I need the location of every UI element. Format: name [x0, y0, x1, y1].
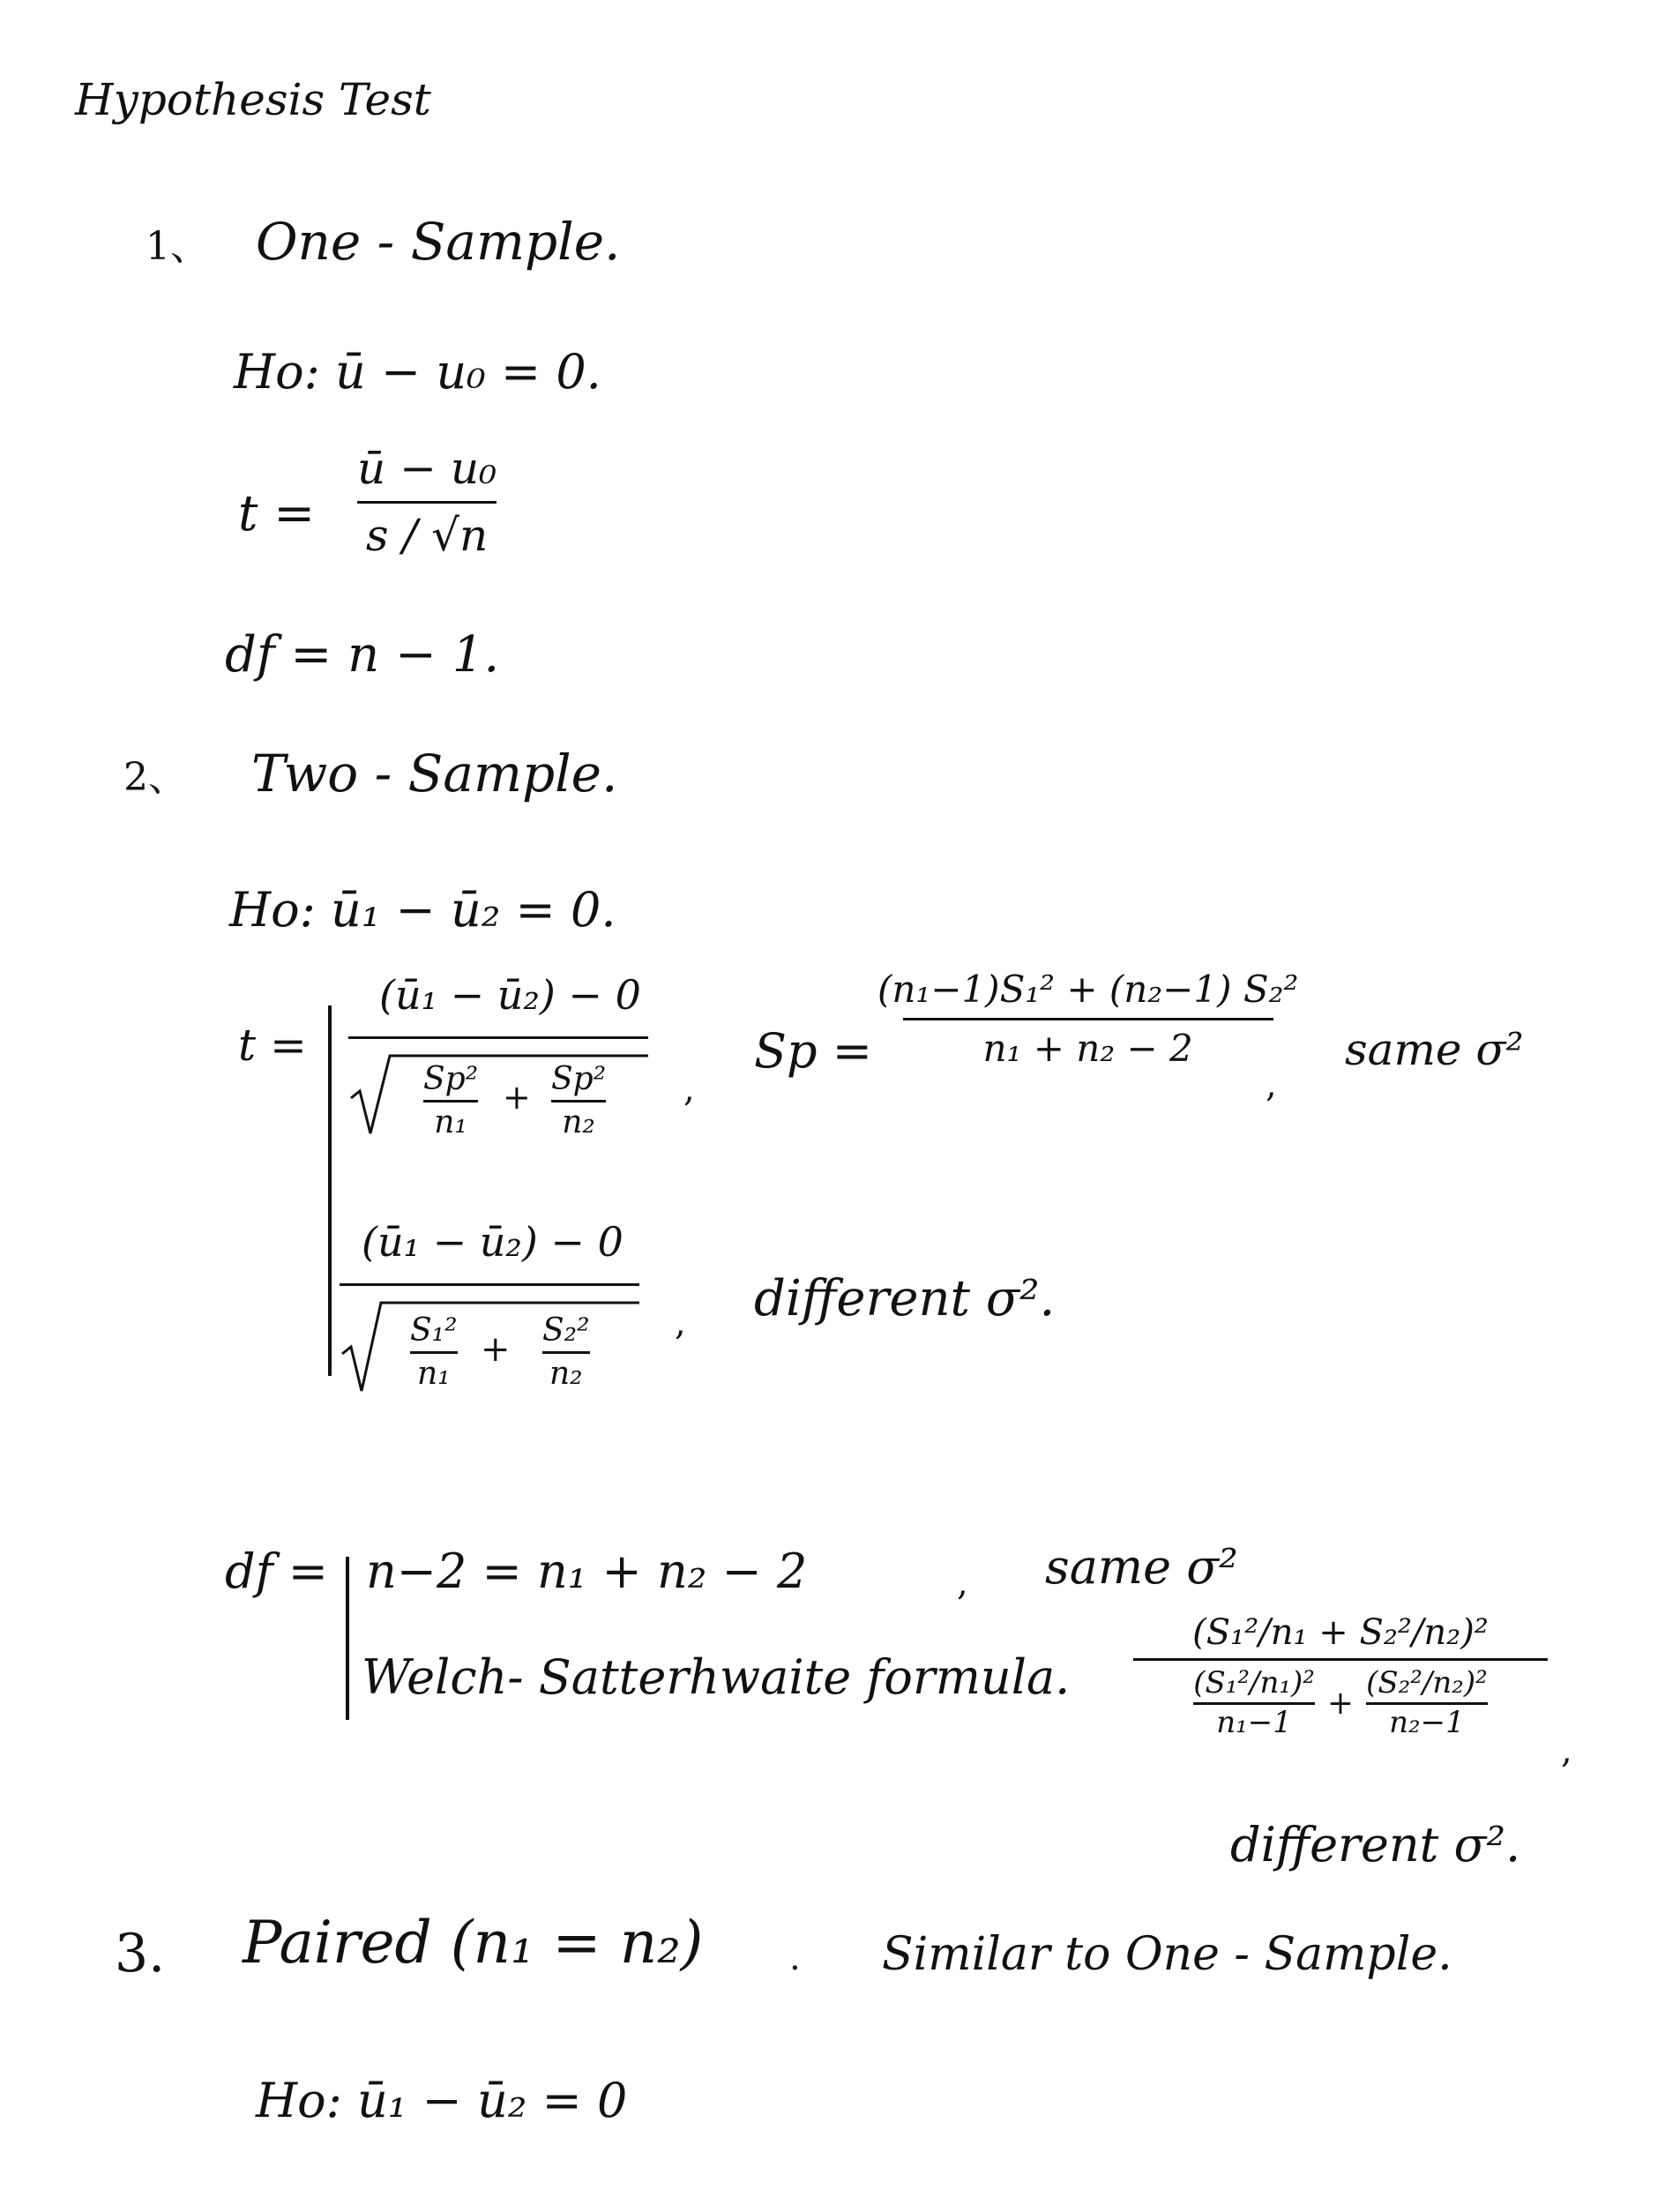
same-variance-label: same σ² [1345, 1024, 1524, 1075]
welch-df-plus: + [1326, 1685, 1355, 1722]
welch-df-denominator [1193, 1665, 1488, 1740]
welch-satterthwaite-label: Welch- Satterhwaite formula. [362, 1649, 1071, 1705]
pooled-comma: , [683, 1069, 695, 1110]
welch-df-term-a-den: n₁−1 [1216, 1704, 1292, 1740]
two-sample-df-lhs: df = [225, 1544, 328, 1599]
two-sample-null-hypothesis: Ho: ū₁ − ū₂ = 0. [229, 882, 616, 938]
fraction-bar [903, 1018, 1273, 1020]
section-3-heading: Paired (n₁ = n₂) [243, 1909, 704, 1977]
page-title: Hypothesis Test [75, 74, 431, 125]
welch-df-comma: , [1561, 1730, 1572, 1771]
fraction-bar [1133, 1658, 1548, 1661]
sp-comma: , [1266, 1065, 1277, 1105]
pooled-plus: + [503, 1078, 531, 1117]
fraction-bar [410, 1351, 458, 1354]
section-2-heading: Two - Sample. [251, 744, 618, 804]
one-sample-t-lhs: t = [238, 485, 316, 542]
section-2-number: 2、 [123, 755, 187, 800]
sp-denominator: n₁ + n₂ − 2 [982, 1027, 1193, 1071]
t-cases-brace [328, 1005, 332, 1376]
welch-df-term-a-num: (S₁²/n₁)² [1193, 1665, 1315, 1700]
df-cases-brace [346, 1557, 349, 1720]
pooled-term-b-num: Sp² [551, 1061, 607, 1097]
welch-term-b-num: S₂² [542, 1312, 590, 1349]
two-sample-t-lhs: t = [238, 1020, 307, 1071]
fraction-bar [423, 1100, 478, 1102]
fraction-bar [357, 501, 497, 504]
welch-term-b-den: n₂ [549, 1355, 583, 1392]
welch-different-variance-label: different σ². [1230, 1817, 1521, 1872]
different-variance-label: different σ². [754, 1270, 1056, 1327]
pooled-term-a [423, 1063, 478, 1140]
welch-df-numerator: (S₁²/n₁ + S₂²/n₂)² [1192, 1612, 1489, 1653]
welch-term-a-den: n₁ [416, 1355, 451, 1392]
pooled-t-bar [348, 1036, 648, 1039]
welch-t-bar [340, 1283, 639, 1286]
pooled-term-a-num: Sp² [423, 1061, 479, 1097]
pooled-term-a-den: n₁ [434, 1103, 467, 1140]
df-same-variance-label: same σ² [1045, 1539, 1238, 1595]
pooled-term-b [551, 1063, 606, 1140]
sp-lhs: Sp = [754, 1023, 872, 1079]
one-sample-t-numerator: ū − u₀ [357, 443, 497, 494]
welch-df-term-b [1366, 1665, 1488, 1740]
welch-comma: , [675, 1303, 686, 1343]
sp-fraction [877, 968, 1299, 1071]
welch-df-term-a [1193, 1665, 1315, 1740]
welch-plus: + [481, 1329, 511, 1370]
one-sample-df: df = n − 1. [225, 626, 500, 684]
fraction-bar [551, 1100, 606, 1102]
paired-similar-note: Similar to One - Sample. [882, 1928, 1452, 1981]
welch-term-a-num: S₁² [410, 1312, 458, 1349]
fraction-bar [542, 1351, 590, 1354]
df-pooled-comma: , [957, 1563, 968, 1603]
df-pooled: n−2 = n₁ + n₂ − 2 [366, 1544, 808, 1599]
section-3-number: 3. [115, 1923, 166, 1984]
welch-df-term-b-den: n₂−1 [1389, 1704, 1465, 1740]
one-sample-t-fraction [357, 443, 497, 561]
pooled-term-b-den: n₂ [562, 1103, 595, 1140]
section-1-number: 1、 [146, 224, 209, 269]
pooled-t-numerator: (ū₁ − ū₂) − 0 [379, 971, 641, 1019]
sp-numerator: (n₁−1)S₁² + (n₂−1) S₂² [877, 968, 1299, 1011]
welch-satterthwaite-fraction [1133, 1614, 1548, 1738]
welch-t-numerator: (ū₁ − ū₂) − 0 [362, 1218, 623, 1266]
paired-null-hypothesis: Ho: ū₁ − ū₂ = 0 [256, 2073, 628, 2128]
welch-term-b [542, 1314, 590, 1391]
square-root-icon [344, 1045, 653, 1142]
section-3-dot: . [789, 1938, 801, 1978]
one-sample-null-hypothesis: Ho: ū − u₀ = 0. [234, 344, 601, 400]
welch-term-a [410, 1314, 458, 1391]
one-sample-t-denominator: s / √n [365, 509, 489, 561]
welch-df-term-b-num: (S₂²/n₂)² [1366, 1665, 1488, 1700]
section-1-heading: One - Sample. [256, 212, 621, 272]
